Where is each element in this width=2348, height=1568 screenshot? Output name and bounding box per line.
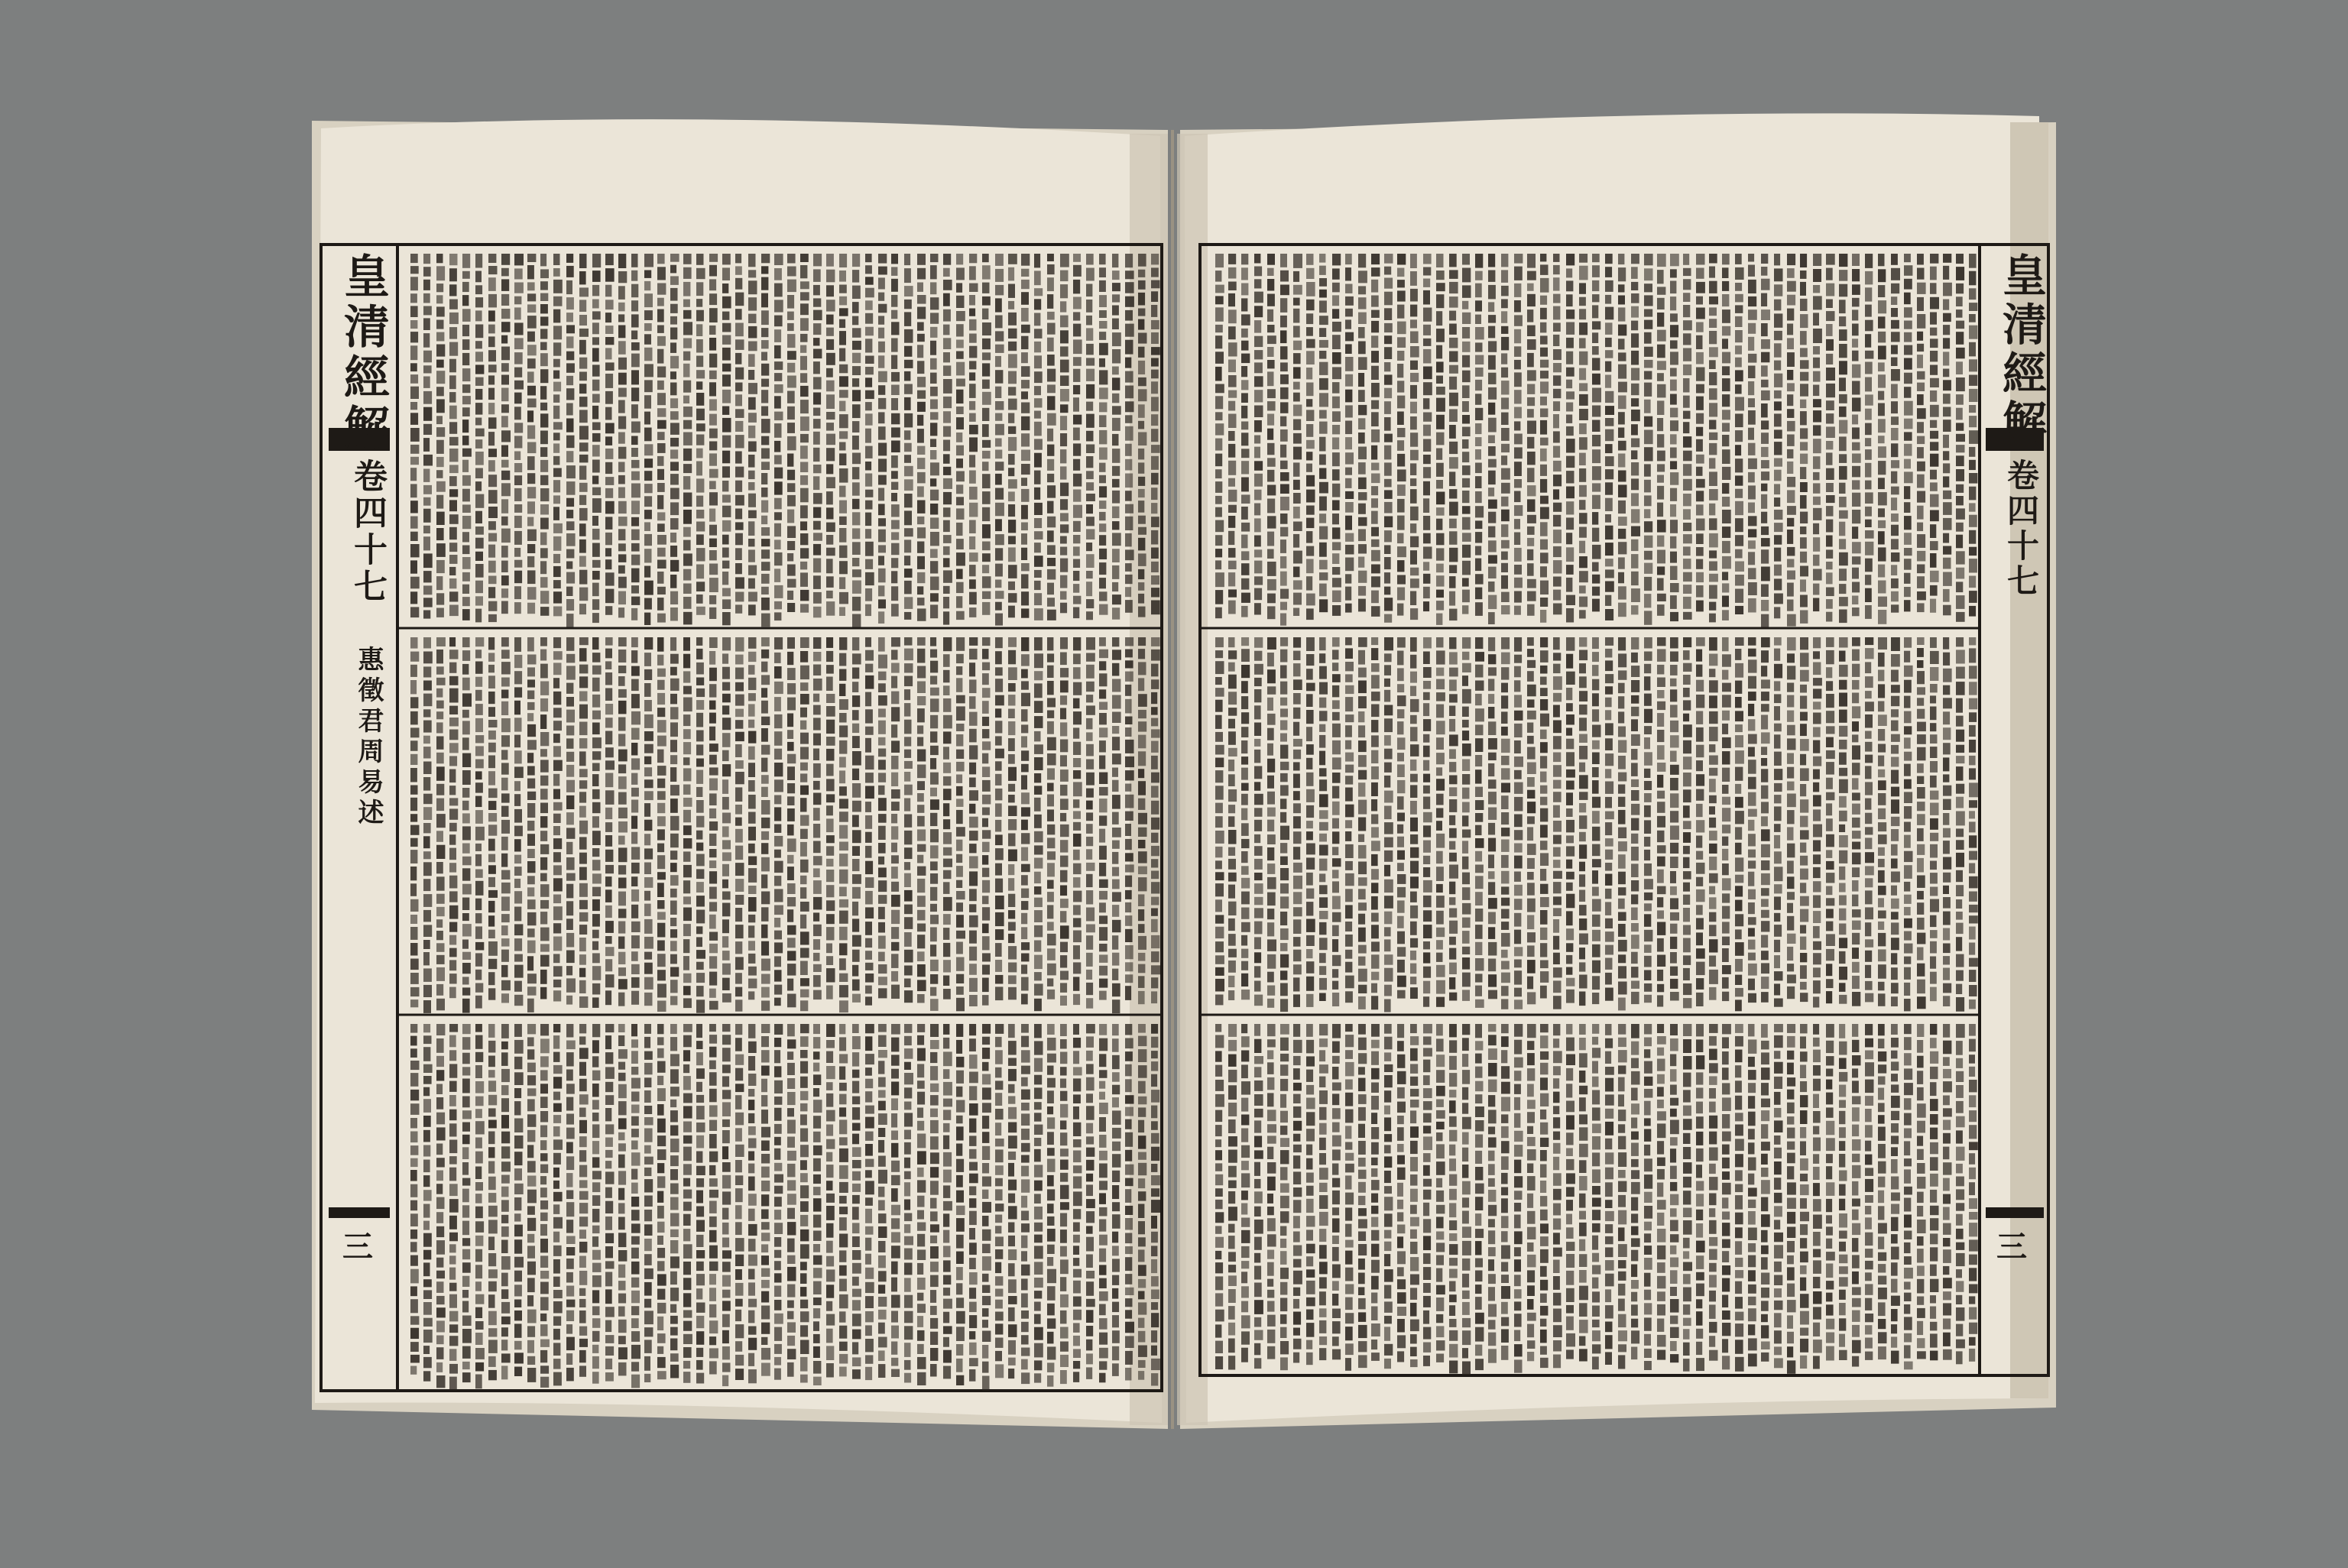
left-author-line: 惠徵君周易述 <box>350 646 388 829</box>
right-header-title: 皇清經解 <box>1989 252 2053 448</box>
left-header-title: 皇清經解 <box>330 252 396 454</box>
left-page-number: 三 <box>342 1223 373 1266</box>
left-volume-label: 卷四十七 <box>342 458 391 605</box>
right-page-number: 三 <box>1996 1223 2027 1266</box>
right-volume-label: 卷四十七 <box>1998 458 2044 599</box>
left-bottom-mark <box>329 1207 390 1218</box>
gutter-shadow-right <box>1177 134 1208 1425</box>
right-bottom-mark <box>1986 1207 2044 1218</box>
